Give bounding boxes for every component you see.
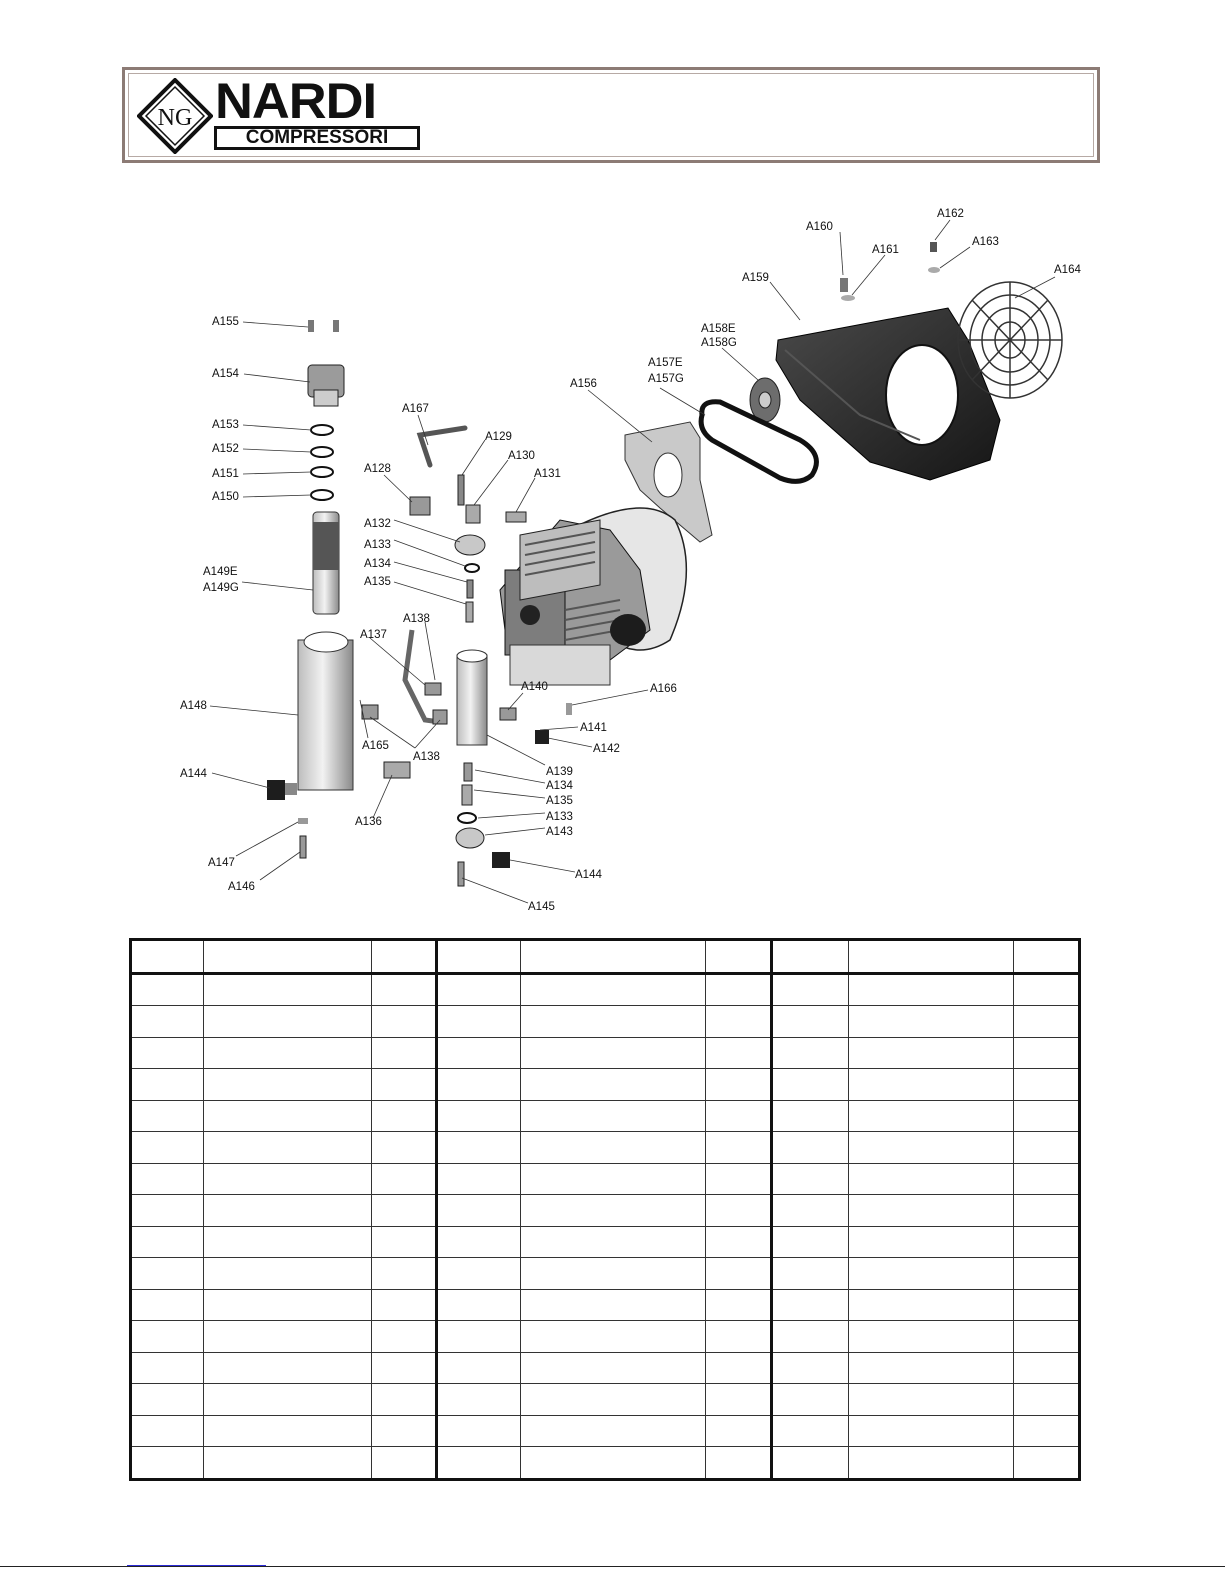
table-cell: [849, 1100, 1014, 1132]
knob-a144-left: [267, 780, 297, 800]
valve-a136: [384, 762, 410, 778]
table-cell: [521, 1195, 706, 1227]
table-cell: [521, 973, 706, 1006]
table-cell: [521, 1226, 706, 1258]
table-cell: [131, 1415, 204, 1447]
ng-diamond-icon: [137, 78, 213, 154]
brand-subtitle: COMPRESSORI: [214, 126, 420, 150]
table-row: [131, 1069, 1080, 1101]
table-cell: [1014, 1132, 1080, 1164]
table-cell: [1014, 973, 1080, 1006]
table-cell: [204, 1352, 372, 1384]
callout-a144-left: A144: [180, 768, 207, 780]
table-cell: [131, 1132, 204, 1164]
callout-a144-right: A144: [575, 869, 602, 881]
table-row: [131, 1258, 1080, 1290]
table-cell: [772, 1163, 849, 1195]
table-cell: [521, 1384, 706, 1416]
table-cell: [772, 1289, 849, 1321]
callout-a160: A160: [806, 221, 833, 233]
table-cell: [437, 1384, 521, 1416]
table-row: [131, 1163, 1080, 1195]
table-cell: [1014, 1163, 1080, 1195]
callout-a139: A139: [546, 766, 573, 778]
callout-a137: A137: [360, 629, 387, 641]
table-cell: [706, 1447, 772, 1480]
table-cell: [772, 1226, 849, 1258]
table-cell: [1014, 1226, 1080, 1258]
belt-guard: [776, 308, 1000, 480]
table-cell: [437, 1100, 521, 1132]
table-cell: [131, 1163, 204, 1195]
table-cell: [772, 1037, 849, 1069]
table-cell: [521, 1132, 706, 1164]
table-cell: [204, 1415, 372, 1447]
table-cell: [372, 1006, 437, 1038]
table-cell: [131, 1195, 204, 1227]
callout-a134-lower: A134: [546, 780, 573, 792]
table-cell: [372, 1037, 437, 1069]
table-cell: [204, 1258, 372, 1290]
table-row: [131, 1006, 1080, 1038]
nardi-logo: [137, 73, 422, 154]
table-cell: [372, 1384, 437, 1416]
callout-a163: A163: [972, 236, 999, 248]
table-cell: [1014, 1195, 1080, 1227]
callout-a131: A131: [534, 468, 561, 480]
table-cell: [437, 1321, 521, 1353]
cap-a143: [456, 828, 484, 848]
table-cell: [521, 1415, 706, 1447]
table-cell: [772, 1384, 849, 1416]
table-cell: [437, 1352, 521, 1384]
table-cell: [131, 1258, 204, 1290]
callout-a136: A136: [355, 816, 382, 828]
table-cell: [521, 1037, 706, 1069]
table-cell: [772, 1447, 849, 1480]
table-cell: [521, 1352, 706, 1384]
table-cell: [772, 1006, 849, 1038]
table-cell: [1014, 1352, 1080, 1384]
table-cell: [131, 1006, 204, 1038]
table-cell: [1014, 1006, 1080, 1038]
table-cell: [706, 1415, 772, 1447]
callout-a149e: A149E: [203, 566, 238, 578]
callout-a129: A129: [485, 431, 512, 443]
callout-a141: A141: [580, 722, 607, 734]
callout-a158e: A158E: [701, 323, 736, 335]
exploded-view-drawing: [0, 190, 1225, 920]
callout-a151: A151: [212, 468, 239, 480]
table-cell: [372, 1195, 437, 1227]
table-cell: [849, 1226, 1014, 1258]
table-cell: [706, 1384, 772, 1416]
table-cell: [372, 1352, 437, 1384]
table-cell: [706, 1163, 772, 1195]
table-cell: [772, 1132, 849, 1164]
callout-a147: A147: [208, 857, 235, 869]
callout-a149g: A149G: [203, 582, 239, 594]
table-cell: [437, 1289, 521, 1321]
fitting-a128: [410, 497, 430, 515]
footer-link[interactable]: [127, 1551, 266, 1566]
callout-a148: A148: [180, 700, 207, 712]
table-row: [131, 1352, 1080, 1384]
callout-a140: A140: [521, 681, 548, 693]
table-cell: [706, 1132, 772, 1164]
table-cell: [131, 1321, 204, 1353]
table-cell: [521, 940, 706, 974]
table-cell: [849, 1258, 1014, 1290]
table-cell: [706, 1226, 772, 1258]
callout-a143: A143: [546, 826, 573, 838]
table-cell: [521, 1100, 706, 1132]
callout-a156: A156: [570, 378, 597, 390]
table-cell: [1014, 940, 1080, 974]
knob-a144-right: [492, 852, 510, 868]
table-cell: [849, 1415, 1014, 1447]
compressor-block: [500, 508, 686, 685]
table-row: [131, 1384, 1080, 1416]
table-cell: [1014, 1037, 1080, 1069]
callout-a158g: A158G: [701, 337, 737, 349]
table-cell: [521, 1163, 706, 1195]
table-cell: [204, 1226, 372, 1258]
table-cell: [204, 1321, 372, 1353]
table-cell: [521, 1321, 706, 1353]
table-cell: [372, 973, 437, 1006]
callout-a145: A145: [528, 901, 555, 913]
table-row: [131, 1447, 1080, 1480]
table-cell: [772, 1258, 849, 1290]
table-cell: [131, 1100, 204, 1132]
table-cell: [437, 1415, 521, 1447]
callout-a133-upper: A133: [364, 539, 391, 551]
table-cell: [521, 1006, 706, 1038]
table-cell: [131, 1226, 204, 1258]
table-cell: [772, 1415, 849, 1447]
fan-grille: [958, 282, 1062, 398]
table-cell: [437, 1132, 521, 1164]
table-cell: [849, 1006, 1014, 1038]
table-cell: [131, 1384, 204, 1416]
table-cell: [849, 1195, 1014, 1227]
table-cell: [849, 1289, 1014, 1321]
table-cell: [706, 1069, 772, 1101]
table-cell: [204, 1289, 372, 1321]
pipe-a137: [405, 630, 440, 722]
pipe-a167: [420, 428, 465, 465]
table-cell: [372, 1289, 437, 1321]
table-row: [131, 1195, 1080, 1227]
table-cell: [706, 1258, 772, 1290]
table-cell: [849, 973, 1014, 1006]
table-cell: [131, 1447, 204, 1480]
table-cell: [772, 940, 849, 974]
callout-a128: A128: [364, 463, 391, 475]
table-cell: [204, 1037, 372, 1069]
table-cell: [849, 1037, 1014, 1069]
table-cell: [706, 1289, 772, 1321]
table-cell: [204, 940, 372, 974]
table-row: [131, 1321, 1080, 1353]
table-cell: [131, 940, 204, 974]
table-cell: [772, 1321, 849, 1353]
table-cell: [437, 1447, 521, 1480]
table-cell: [1014, 1069, 1080, 1101]
table-cell: [706, 1195, 772, 1227]
header-frame: [122, 67, 1100, 163]
table-cell: [131, 1352, 204, 1384]
table-row: [131, 1037, 1080, 1069]
table-cell: [706, 1321, 772, 1353]
table-row: [131, 1100, 1080, 1132]
column-a148: [298, 640, 353, 790]
table-cell: [204, 1069, 372, 1101]
table-cell: [372, 1258, 437, 1290]
table-cell: [849, 1384, 1014, 1416]
table-cell: [706, 973, 772, 1006]
table-cell: [849, 1132, 1014, 1164]
callout-a150: A150: [212, 491, 239, 503]
table-cell: [204, 1100, 372, 1132]
table-cell: [521, 1258, 706, 1290]
callout-a152: A152: [212, 443, 239, 455]
table-cell: [437, 1069, 521, 1101]
callout-a155: A155: [212, 316, 239, 328]
table-row: [131, 973, 1080, 1006]
callout-a162: A162: [937, 208, 964, 220]
table-cell: [372, 1447, 437, 1480]
cylinder-a139: [457, 655, 487, 745]
footer-rule: [0, 1566, 1225, 1567]
table-cell: [437, 940, 521, 974]
callout-a165: A165: [362, 740, 389, 752]
table-cell: [772, 1195, 849, 1227]
table-cell: [772, 973, 849, 1006]
table-row: [131, 1289, 1080, 1321]
table-cell: [437, 1195, 521, 1227]
callout-a133-lower: A133: [546, 811, 573, 823]
table-cell: [772, 1352, 849, 1384]
callout-a146: A146: [228, 881, 255, 893]
table-cell: [204, 1384, 372, 1416]
brand-name: NARDI: [215, 73, 376, 129]
table-cell: [521, 1289, 706, 1321]
table-row: [131, 1132, 1080, 1164]
table-cell: [849, 1069, 1014, 1101]
table-cell: [131, 1069, 204, 1101]
callout-a135-lower: A135: [546, 795, 573, 807]
table-cell: [204, 1447, 372, 1480]
parts-table: [129, 938, 1081, 1481]
table-cell: [437, 1037, 521, 1069]
cap-a132: [455, 535, 485, 555]
table-cell: [437, 1226, 521, 1258]
table-cell: [131, 1289, 204, 1321]
table-cell: [706, 1037, 772, 1069]
table-cell: [1014, 1384, 1080, 1416]
table-cell: [204, 1006, 372, 1038]
callout-a157g: A157G: [648, 373, 684, 385]
table-cell: [437, 1258, 521, 1290]
callout-a142: A142: [593, 743, 620, 755]
table-cell: [372, 1226, 437, 1258]
table-cell: [1014, 1289, 1080, 1321]
table-row: [131, 1415, 1080, 1447]
table-cell: [204, 1163, 372, 1195]
table-cell: [204, 1195, 372, 1227]
table-cell: [131, 973, 204, 1006]
table-cell: [849, 1163, 1014, 1195]
callout-a138-upper: A138: [403, 613, 430, 625]
table-cell: [772, 1100, 849, 1132]
table-cell: [1014, 1415, 1080, 1447]
table-cell: [849, 1352, 1014, 1384]
table-cell: [372, 1100, 437, 1132]
table-cell: [1014, 1258, 1080, 1290]
table-cell: [204, 1132, 372, 1164]
callout-a164: A164: [1054, 264, 1081, 276]
callout-a161: A161: [872, 244, 899, 256]
callout-a167: A167: [402, 403, 429, 415]
table-cell: [521, 1069, 706, 1101]
table-cell: [437, 1006, 521, 1038]
table-cell: [437, 1163, 521, 1195]
table-cell: [372, 1321, 437, 1353]
callout-a138-lower: A138: [413, 751, 440, 763]
table-cell: [372, 1069, 437, 1101]
table-cell: [372, 1163, 437, 1195]
table-cell: [706, 1352, 772, 1384]
table-cell: [131, 1037, 204, 1069]
table-row: [131, 1226, 1080, 1258]
table-cell: [1014, 1447, 1080, 1480]
svg-text:NG: NG: [157, 105, 193, 131]
callout-a154: A154: [212, 368, 239, 380]
table-cell: [372, 940, 437, 974]
table-cell: [849, 1447, 1014, 1480]
table-cell: [1014, 1321, 1080, 1353]
callout-a134-upper: A134: [364, 558, 391, 570]
callout-a130: A130: [508, 450, 535, 462]
callout-a159: A159: [742, 272, 769, 284]
callout-a135-upper: A135: [364, 576, 391, 588]
table-cell: [1014, 1100, 1080, 1132]
table-cell: [706, 1100, 772, 1132]
table-cell: [706, 940, 772, 974]
table-cell: [372, 1415, 437, 1447]
table-cell: [849, 1321, 1014, 1353]
callout-a157e: A157E: [648, 357, 683, 369]
table-cell: [772, 1069, 849, 1101]
table-cell: [706, 1006, 772, 1038]
table-cell: [437, 973, 521, 1006]
callout-a153: A153: [212, 419, 239, 431]
table-cell: [849, 940, 1014, 974]
table-cell: [372, 1132, 437, 1164]
callout-a132: A132: [364, 518, 391, 530]
table-cell: [204, 973, 372, 1006]
callout-a166: A166: [650, 683, 677, 695]
table-header-row: [131, 940, 1080, 974]
table-cell: [521, 1447, 706, 1480]
